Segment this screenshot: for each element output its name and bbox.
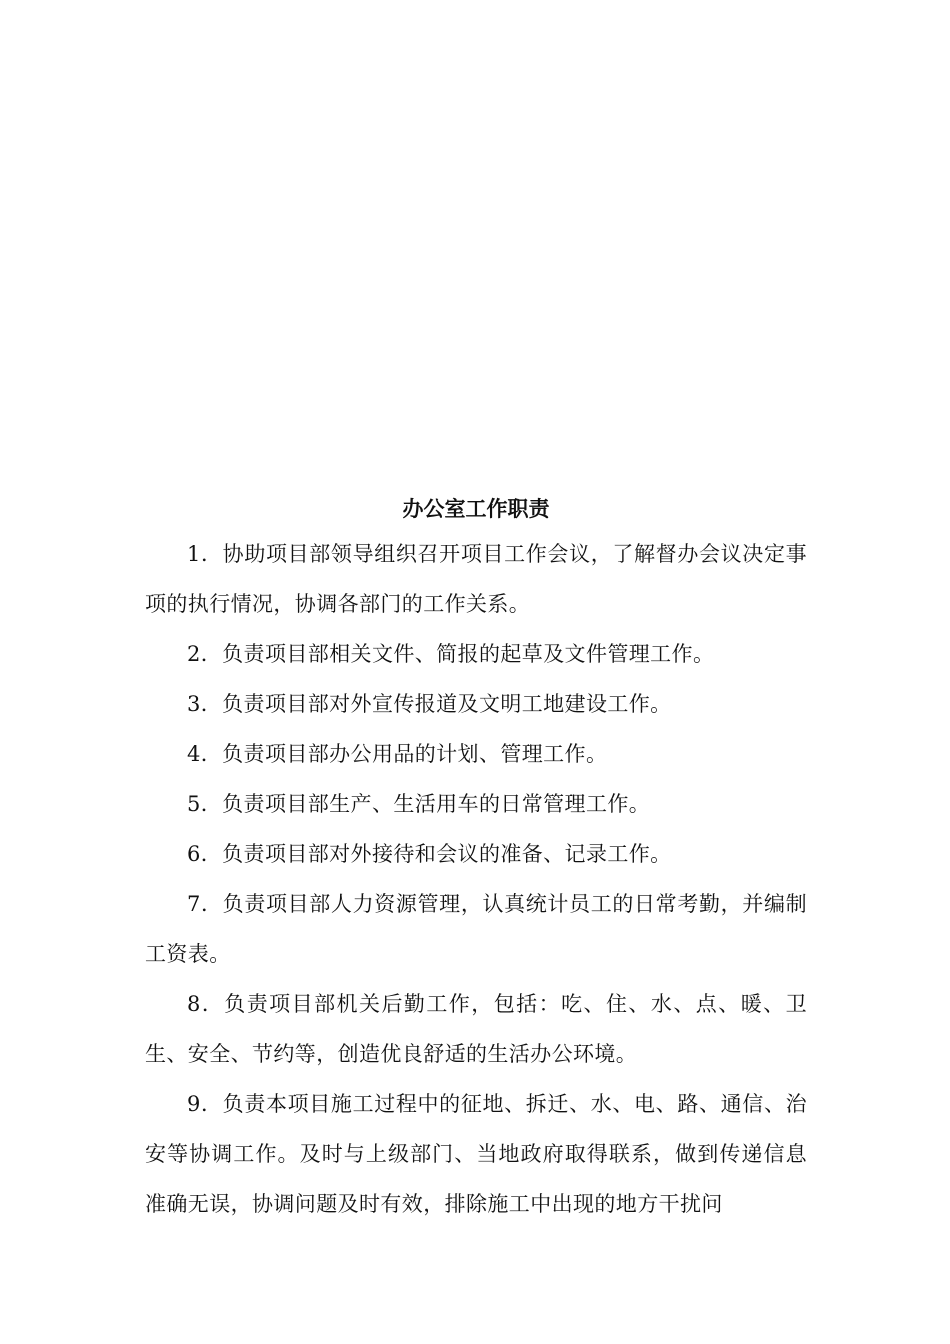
document-title: 办公室工作职责 [402, 496, 550, 521]
paragraph-3: 3．负责项目部对外宣传报道及文明工地建设工作。 [187, 692, 672, 716]
paragraph-9: 9．负责本项目施工过程中的征地、拆迁、水、电、路、通信、治安等协调工作。及时与上级部门、当地政府取得联系，做到传递信息准确无误，协调问题及时有效，排除施工中出现的地方干扰问 [145, 1092, 807, 1216]
paragraph-2: 2．负责项目部相关文件、简报的起草及文件管理工作。 [187, 642, 715, 666]
paragraph-1: 1．协助项目部领导组织召开项目工作会议，了解督办会议决定事项的执行情况，协调各部门的工作关系。 [145, 542, 807, 616]
paragraph-4: 4．负责项目部办公用品的计划、管理工作。 [187, 742, 608, 766]
paragraph-5: 5．负责项目部生产、生活用车的日常管理工作。 [187, 792, 651, 816]
document-body [145, 489, 807, 1229]
paragraph-7: 7．负责项目部人力资源管理，认真统计员工的日常考勤，并编制工资表。 [145, 892, 807, 966]
paragraph-6: 6．负责项目部对外接待和会议的准备、记录工作。 [187, 842, 672, 866]
paragraph-8: 8．负责项目部机关后勤工作，包括：吃、住、水、点、暖、卫生、安全、节约等，创造优良舒适的生活办公环境。 [145, 992, 807, 1066]
